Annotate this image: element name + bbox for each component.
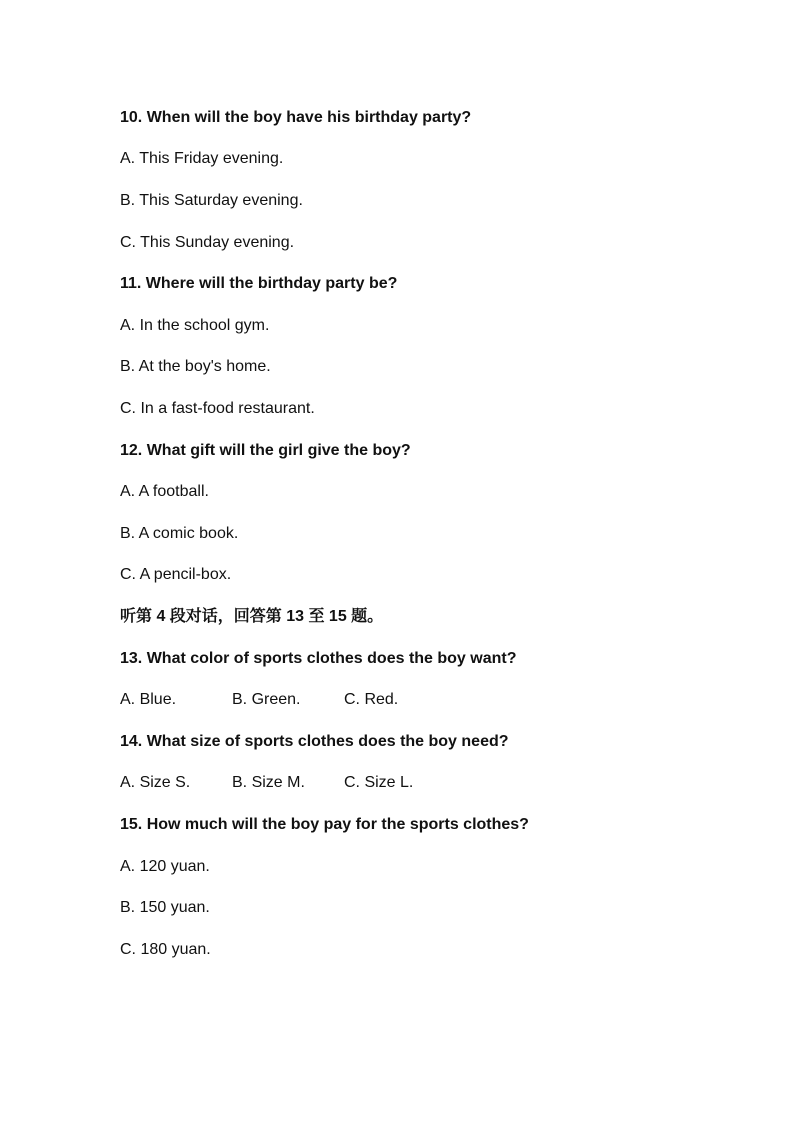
question-13: 13. What color of sports clothes does the boy want? xyxy=(120,650,517,667)
q12-option-a: A. A football. xyxy=(120,483,209,500)
q13-option-c: C. Red. xyxy=(344,691,399,708)
q11-option-a: A. In the school gym. xyxy=(120,317,270,334)
q14-option-a: A. Size S. xyxy=(120,774,191,791)
q15-option-b: B. 150 yuan. xyxy=(120,899,210,916)
q10-option-b: B. This Saturday evening. xyxy=(120,192,303,209)
q11-option-b: B. At the boy's home. xyxy=(120,358,271,375)
q15-option-a: A. 120 yuan. xyxy=(120,858,210,875)
q14-option-c: C. Size L. xyxy=(344,774,414,791)
q10-option-a: A. This Friday evening. xyxy=(120,150,284,167)
q13-option-b: B. Green. xyxy=(232,691,301,708)
section-instruction: 听第 4 段对话，回答第 13 至 15 题。 xyxy=(120,608,384,625)
question-10: 10. When will the boy have his birthday party? xyxy=(120,109,472,126)
q12-option-c: C. A pencil-box. xyxy=(120,566,232,583)
question-11: 11. Where will the birthday party be? xyxy=(120,275,398,292)
question-12: 12. What gift will the girl give the boy? xyxy=(120,442,411,459)
q11-option-c: C. In a fast-food restaurant. xyxy=(120,400,315,417)
q10-option-c: C. This Sunday evening. xyxy=(120,234,295,251)
q15-option-c: C. 180 yuan. xyxy=(120,941,211,958)
question-14: 14. What size of sports clothes does the boy need? xyxy=(120,733,509,750)
question-15: 15. How much will the boy pay for the sports clothes? xyxy=(120,816,529,833)
q12-option-b: B. A comic book. xyxy=(120,525,239,542)
q13-option-a: A. Blue. xyxy=(120,691,177,708)
q14-option-b: B. Size M. xyxy=(232,774,305,791)
